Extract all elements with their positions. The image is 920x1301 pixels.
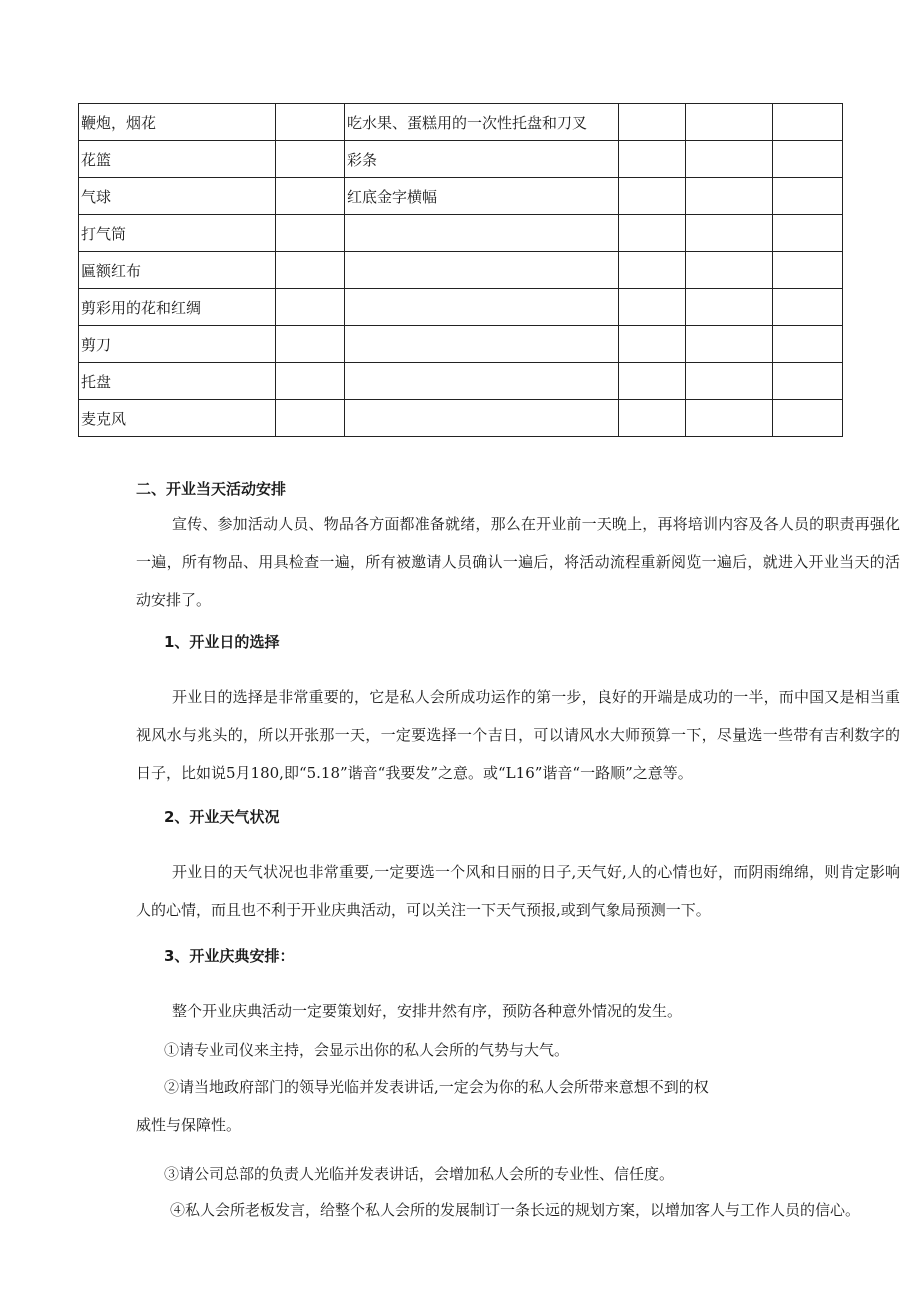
section-heading: 二、开业当天活动安排 (136, 480, 287, 498)
table-cell: 匾额红布 (79, 252, 276, 289)
table-cell (686, 289, 773, 326)
table-cell (686, 400, 773, 437)
table-cell (276, 141, 345, 178)
table-cell (276, 104, 345, 141)
table-cell (619, 400, 686, 437)
table-cell (773, 363, 843, 400)
opening-day-paragraph: 开业日的选择是非常重要的，它是私人会所成功运作的第一步，良好的开端是成功的一半，而中国又是相当重视风水与兆头的，所以开张那一天，一定要选择一个吉日，可以请风水大师预算一下，尽量选一些带有吉利数字的日子，比如说5月180,即“5.18”谐音“我要发”之意。或“L16”谐音“一路顺”之意等。 (136, 688, 900, 782)
table-cell (773, 252, 843, 289)
table-row (79, 363, 843, 400)
subheading-opening-day: 1、开业日的选择 (164, 633, 280, 651)
supplies-table-body (79, 104, 843, 437)
table-cell: 鞭炮，烟花 (79, 104, 276, 141)
table-cell: 麦克风 (79, 400, 276, 437)
table-cell (686, 178, 773, 215)
table-cell (276, 400, 345, 437)
table-cell (773, 289, 843, 326)
table-cell: 托盘 (79, 363, 276, 400)
table-cell (686, 326, 773, 363)
table-cell (686, 215, 773, 252)
table-cell (345, 289, 619, 326)
table-cell: 打气筒 (79, 215, 276, 252)
table-cell (276, 252, 345, 289)
table-cell (619, 215, 686, 252)
subheading-ceremony: 3、开业庆典安排： (164, 947, 295, 965)
table-cell (773, 326, 843, 363)
ceremony-item-3: ③请公司总部的负责人光临并发表讲话，会增加私人会所的专业性、信任度。 (164, 1165, 675, 1183)
ceremony-intro: 整个开业庆典活动一定要策划好，安排井然有序，预防各种意外情况的发生。 (172, 1002, 683, 1020)
table-row (79, 289, 843, 326)
table-cell (773, 178, 843, 215)
table-cell (619, 363, 686, 400)
ceremony-item-4: ④私人会所老板发言，给整个私人会所的发展制订一条长远的规划方案，以增加客人与工作人员的信心。 (170, 1201, 861, 1219)
table-row (79, 141, 843, 178)
subheading-weather: 2、开业天气状况 (164, 808, 280, 826)
table-cell (686, 141, 773, 178)
ceremony-item-2-line-1: ②请当地政府部门的领导光临并发表讲话,一定会为你的私人会所带来意想不到的权 (164, 1078, 709, 1096)
table-cell (345, 326, 619, 363)
table-cell: 彩条 (345, 141, 619, 178)
table-cell: 剪刀 (79, 326, 276, 363)
table-row (79, 400, 843, 437)
table-cell (345, 252, 619, 289)
table-cell: 吃水果、蛋糕用的一次性托盘和刀叉 (345, 104, 619, 141)
table-cell (773, 215, 843, 252)
table-cell (345, 400, 619, 437)
table-cell: 红底金字横幅 (345, 178, 619, 215)
table-cell (276, 215, 345, 252)
table-row (79, 104, 843, 141)
ceremony-item-1: ①请专业司仪来主持，会显示出你的私人会所的气势与大气。 (164, 1041, 570, 1059)
supplies-table (78, 103, 843, 437)
table-row (79, 215, 843, 252)
table-cell (773, 400, 843, 437)
table-cell (619, 178, 686, 215)
table-cell (345, 363, 619, 400)
table-row (79, 326, 843, 363)
section-intro-paragraph: 宣传、参加活动人员、物品各方面都准备就绪，那么在开业前一天晚上，再将培训内容及各人员的职责再强化一遍，所有物品、用具检查一遍，所有被邀请人员确认一遍后，将活动流程重新阅览一遍后，就进入开业当天的活动安排了。 (136, 515, 900, 609)
table-cell (276, 326, 345, 363)
table-cell (619, 252, 686, 289)
ceremony-item-2-line-2: 威性与保障性。 (136, 1116, 242, 1134)
table-row (79, 252, 843, 289)
table-cell (619, 141, 686, 178)
table-cell (276, 289, 345, 326)
table-cell (686, 104, 773, 141)
table-cell (619, 289, 686, 326)
table-cell: 气球 (79, 178, 276, 215)
table-cell (276, 178, 345, 215)
table-cell (686, 252, 773, 289)
table-cell (773, 104, 843, 141)
table-cell: 剪彩用的花和红绸 (79, 289, 276, 326)
table-cell (686, 363, 773, 400)
table-cell: 花篮 (79, 141, 276, 178)
table-cell (773, 141, 843, 178)
weather-paragraph: 开业日的天气状况也非常重要,一定要选一个风和日丽的日子,天气好,人的心情也好，而阴雨绵绵，则肯定影响人的心情，而且也不利于开业庆典活动，可以关注一下天气预报,或到气象局预测一下。 (136, 863, 900, 919)
table-cell (276, 363, 345, 400)
table-row (79, 178, 843, 215)
table-cell (619, 104, 686, 141)
table-cell (619, 326, 686, 363)
table-cell (345, 215, 619, 252)
